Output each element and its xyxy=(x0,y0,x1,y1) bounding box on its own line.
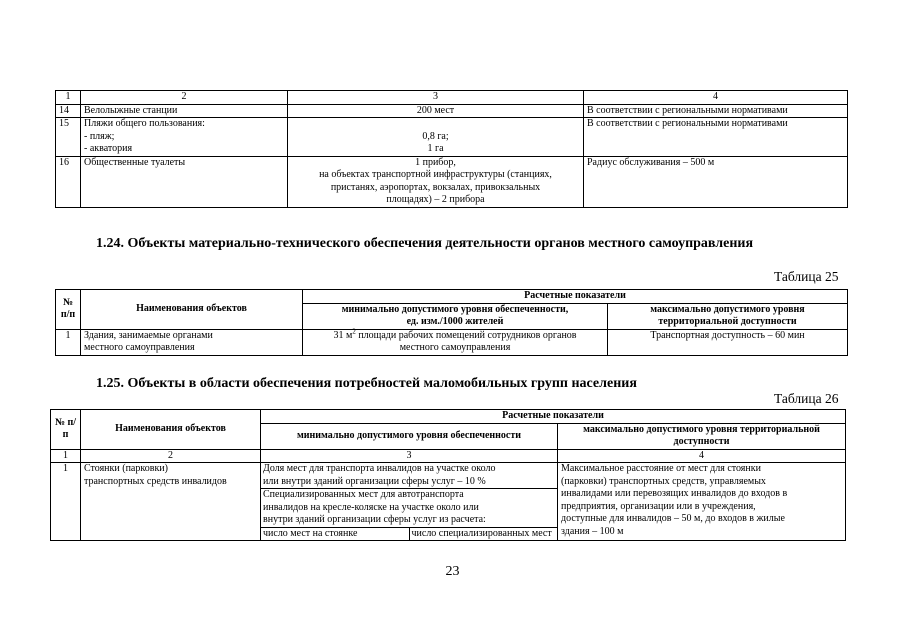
table-row xyxy=(56,118,848,157)
text-line: площадях) – 2 прибора xyxy=(386,194,485,205)
sub-row xyxy=(261,489,557,528)
text-line: предприятия, организации или в учреждения, xyxy=(561,500,756,512)
header-num: № п/п xyxy=(56,290,81,330)
text-line: ед. изм./1000 жителей xyxy=(406,316,504,327)
norm-subtable xyxy=(261,463,557,540)
header-name: Наименования объектов xyxy=(81,410,261,450)
sub-cell xyxy=(261,463,557,489)
text-line: местного самоуправления xyxy=(399,342,511,353)
table-row xyxy=(56,104,848,118)
text-line: максимально допустимого уровня xyxy=(650,303,805,315)
header-group: Расчетные показатели xyxy=(261,410,846,424)
table-header-row xyxy=(51,410,846,424)
object-name xyxy=(81,118,288,157)
table-caption-26: Таблица 26 xyxy=(774,391,839,406)
text-line: Общественные туалеты xyxy=(84,156,186,168)
text-line: Специализированных мест для автотранспорта xyxy=(263,489,464,500)
header-max xyxy=(608,303,848,329)
text-line: доступности xyxy=(673,436,730,447)
text-line: транспортных средств инвалидов xyxy=(84,475,227,487)
text-line: доступные для инвалидов – 50 м, до входов в жилые xyxy=(561,513,785,524)
row-number: 1 xyxy=(56,329,81,355)
table-cell: 4 xyxy=(584,91,848,105)
norm-value xyxy=(288,104,584,118)
row-number: 15 xyxy=(56,118,81,157)
text-line: минимально допустимого уровня обеспеченности, xyxy=(341,303,569,315)
text-line: Здания, занимаемые органами xyxy=(84,329,213,341)
sub-cell: число специализированных мест xyxy=(409,527,557,540)
table-cell: 4 xyxy=(558,449,846,463)
text-line: - пляж; xyxy=(84,130,115,142)
text-line: Стоянки (парковки) xyxy=(84,463,168,474)
text-line: местного самоуправления xyxy=(84,342,195,353)
table-header-row xyxy=(56,290,848,304)
text-line: пристанях, аэропортах, вокзалах, привокзальных xyxy=(330,181,541,193)
header-name: Наименования объектов xyxy=(81,290,303,330)
text-line xyxy=(291,118,580,131)
table-cell: 1 xyxy=(51,449,81,463)
sub-row xyxy=(261,463,557,489)
table-row xyxy=(56,156,848,207)
table-cell: 2 xyxy=(81,91,288,105)
accessibility-value xyxy=(558,463,846,541)
table-header-row xyxy=(56,91,848,105)
object-name xyxy=(81,156,288,207)
object-name xyxy=(81,329,303,355)
row-number: 14 xyxy=(56,104,81,118)
header-num: № п/п xyxy=(51,410,81,450)
continued-table xyxy=(55,90,848,208)
sub-row xyxy=(261,527,557,540)
text-line: Радиус обслуживания – 500 м xyxy=(587,156,715,168)
section-title-1-24: 1.24. Объекты материально-технического обеспечения деятельности органов местного самоуправления xyxy=(96,236,754,251)
text-line: 1 га xyxy=(427,143,444,154)
value-text: площади рабочих помещений сотрудников органов xyxy=(355,329,577,341)
text-line: (парковки) транспортных средств, управляемых xyxy=(561,475,766,487)
table-cell: 1 xyxy=(56,91,81,105)
accessibility-value: Транспортная доступность – 60 мин xyxy=(608,329,848,355)
table-cell: 2 xyxy=(81,449,261,463)
table-26 xyxy=(50,409,846,541)
row-number: 16 xyxy=(56,156,81,207)
row-number: 1 xyxy=(51,463,81,541)
norm-value xyxy=(288,156,584,207)
norm-value xyxy=(288,118,584,157)
sub-cell: число мест на стоянке xyxy=(261,527,409,540)
accessibility-value xyxy=(584,156,848,207)
norm-value xyxy=(261,463,558,541)
sub-cell xyxy=(261,489,557,528)
header-group: Расчетные показатели xyxy=(303,290,848,304)
text-line: инвалидами или перевозящих инвалидов до входов в xyxy=(561,488,788,499)
text-line: Доля мест для транспорта инвалидов на участке около xyxy=(263,463,496,474)
object-name xyxy=(81,104,288,118)
text-line: Пляжи общего пользования: xyxy=(84,118,205,129)
text-line: 0,8 га; xyxy=(422,130,449,142)
header-min xyxy=(303,303,608,329)
table-cell: 3 xyxy=(261,449,558,463)
object-name xyxy=(81,463,261,541)
text-line: на объектах транспортной инфраструктуры (станциях, xyxy=(319,169,552,180)
value-superscript: 2 xyxy=(352,327,356,336)
text-line: В соответствии с региональными нормативами xyxy=(587,118,788,129)
table-caption-25: Таблица 25 xyxy=(774,269,839,284)
text-line: Максимальное расстояние от мест для стоянки xyxy=(561,463,761,474)
norm-value xyxy=(303,329,608,355)
table-number-row xyxy=(51,449,846,463)
table-row xyxy=(56,329,848,355)
table-row xyxy=(51,463,846,541)
table-25 xyxy=(55,289,848,356)
page-number: 23 xyxy=(445,564,460,579)
value-text: 31 м xyxy=(333,329,353,341)
header-max xyxy=(558,423,846,449)
accessibility-value xyxy=(584,118,848,157)
text-line: внутри зданий организации сферы услуг из расчета: xyxy=(263,514,486,525)
text-line xyxy=(306,327,604,343)
text-line: - акватория xyxy=(84,143,133,154)
text-line: или внутри зданий организации сферы услуг – 10 % xyxy=(263,475,486,487)
text-line: Велолыжные станции xyxy=(84,104,178,116)
table-cell: 3 xyxy=(288,91,584,105)
text-line: территориальной доступности xyxy=(658,316,797,327)
text-line: 1 прибор, xyxy=(415,156,456,168)
text-line: В соответствии с региональными нормативами xyxy=(587,104,788,116)
text-line: здания – 100 м xyxy=(561,525,624,537)
text-line: максимально допустимого уровня территориальной xyxy=(583,423,820,435)
accessibility-value xyxy=(584,104,848,118)
section-title-1-25: 1.25. Объекты в области обеспечения потребностей маломобильных групп населения xyxy=(96,376,637,391)
text-line: инвалидов на кресле-коляске на участке около или xyxy=(263,501,479,513)
text-line: 200 мест xyxy=(416,104,455,116)
header-min: минимально допустимого уровня обеспеченности xyxy=(261,423,558,449)
